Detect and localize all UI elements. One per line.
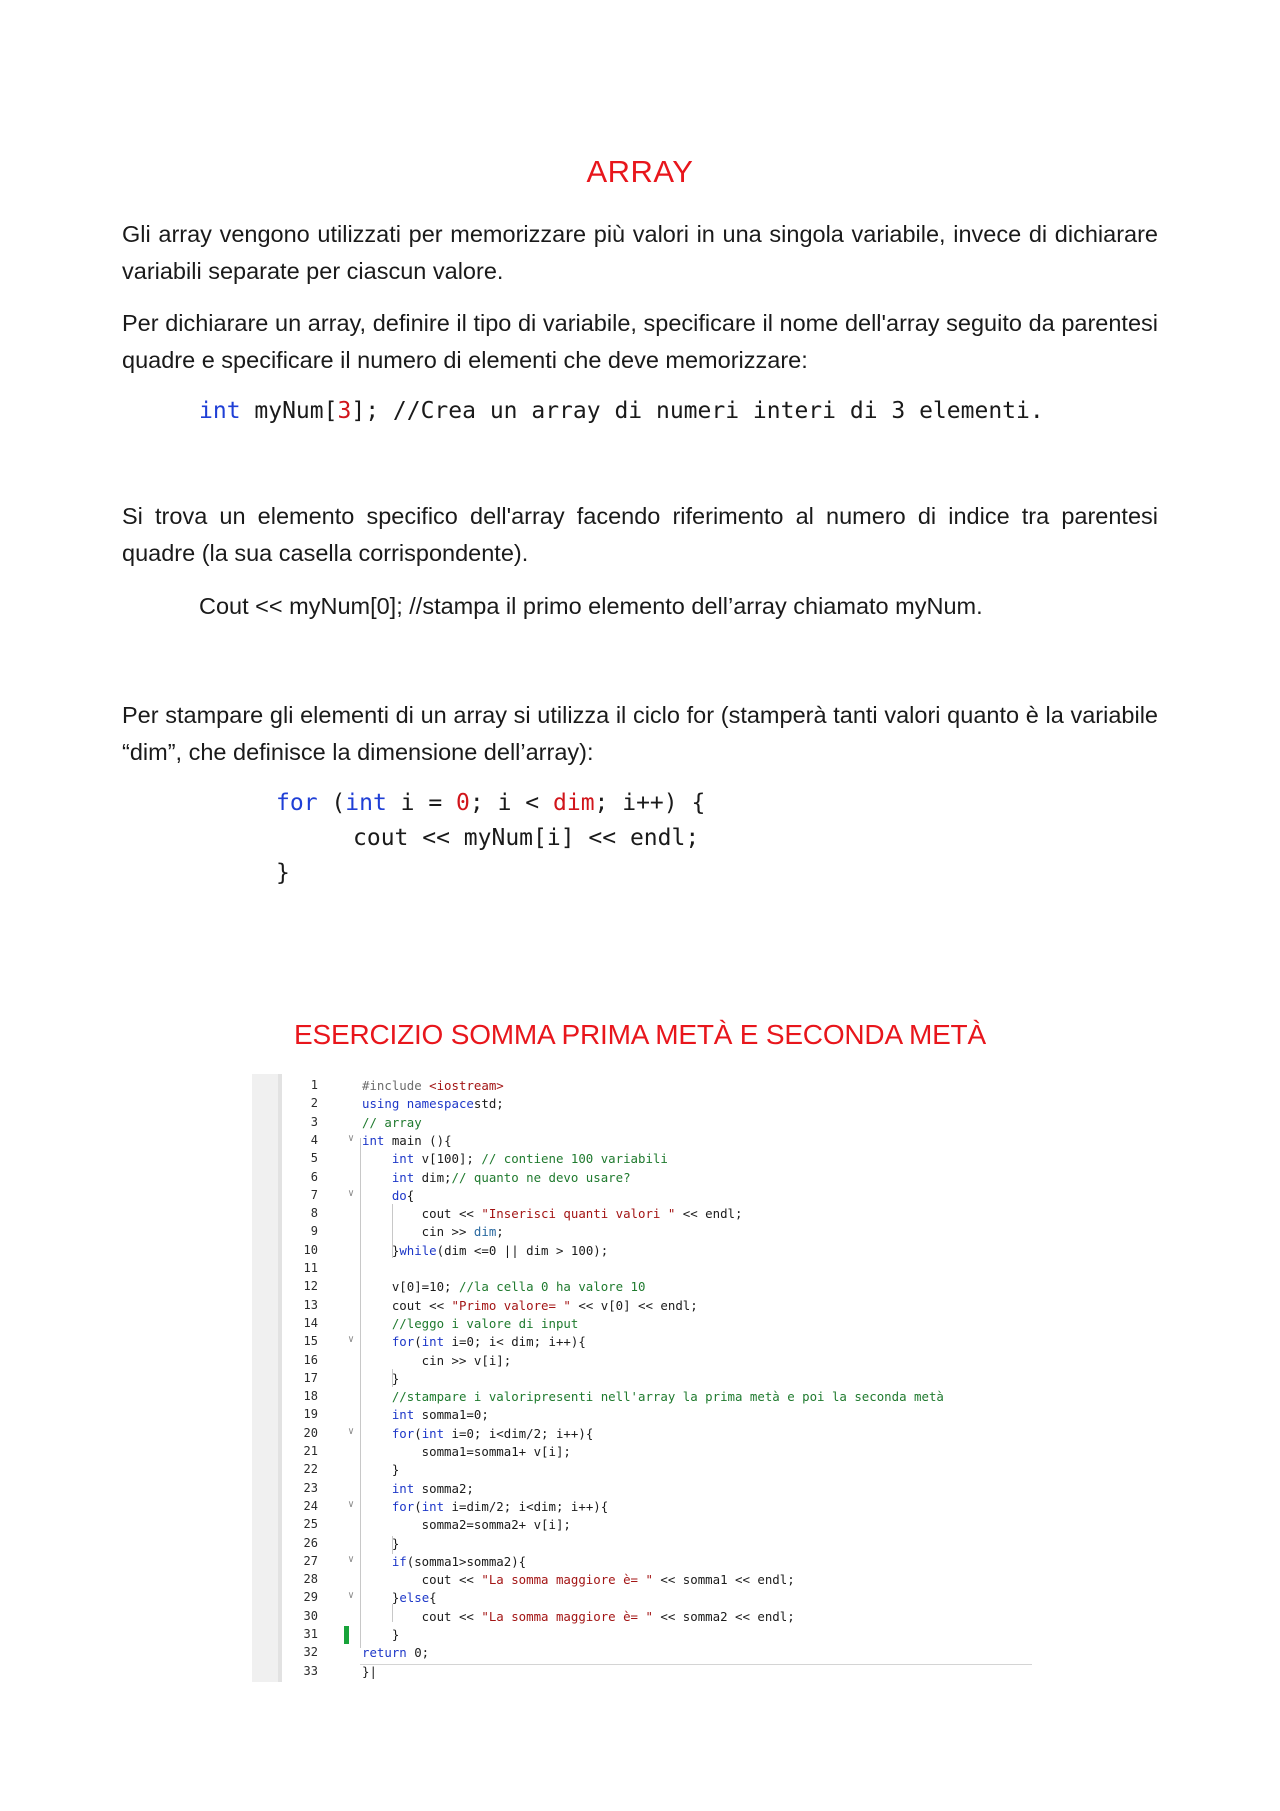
code-token: // contiene 100 variabili (481, 1151, 668, 1167)
code-text (362, 1353, 511, 1368)
code-line (252, 1609, 1032, 1627)
code-line (252, 1426, 1032, 1444)
code-text (362, 1298, 698, 1313)
code-token: using namespace (362, 1096, 474, 1112)
code-token: (dim <=0 || dim > 100); (436, 1242, 609, 1258)
exercise-title: ESERCIZIO SOMMA PRIMA METÀ E SECONDA METÀ (294, 1019, 986, 1050)
line-number: 10 (303, 1242, 318, 1257)
code-token: // quanto ne devo usare? (451, 1169, 631, 1185)
code-token: "Inserisci quanti valori " (481, 1206, 676, 1222)
code-token: ( (414, 1498, 422, 1514)
code-text (362, 1572, 795, 1587)
code-text: myNum[ (240, 398, 338, 424)
line-number: 8 (310, 1206, 318, 1221)
code-line (252, 1115, 1032, 1133)
code-line (252, 1536, 1032, 1554)
code-token: << endl; (675, 1206, 743, 1222)
code-token: i=0; i<dim/2; i++){ (444, 1425, 594, 1441)
code-line (252, 1499, 1032, 1517)
code-token: // array (362, 1114, 422, 1130)
code-text: ]; //Crea un array di numeri interi di 3 elementi. (351, 398, 1044, 424)
code-line (252, 1133, 1032, 1151)
line-number: 3 (310, 1114, 318, 1129)
code-text (362, 1462, 399, 1477)
code-line (252, 1316, 1032, 1334)
line-number: 33 (303, 1663, 318, 1678)
code-text: ; i++) { (594, 790, 706, 816)
line-number: 26 (303, 1535, 318, 1550)
code-token: somma1=somma1+ v[i]; (362, 1444, 571, 1459)
line-number: 17 (303, 1370, 318, 1385)
code-text (362, 1554, 526, 1569)
line-number: 7 (310, 1187, 318, 1202)
code-line (252, 1078, 1032, 1096)
fold-chevron-icon[interactable]: ∨ (348, 1187, 355, 1199)
code-text (362, 1078, 504, 1093)
line-number: 21 (303, 1444, 318, 1458)
code-keyword: for (276, 790, 318, 816)
code-token: v[100]; (414, 1151, 482, 1167)
code-text (362, 1188, 414, 1203)
code-line (252, 1096, 1032, 1114)
fold-chevron-icon[interactable]: ∨ (348, 1334, 355, 1346)
code-text (362, 1499, 608, 1514)
code-text (362, 1206, 742, 1221)
code-token: cin >> (362, 1224, 474, 1240)
code-loop-line-3: } (276, 860, 290, 886)
code-text (362, 1407, 489, 1422)
line-number: 2 (310, 1096, 318, 1111)
line-number: 25 (303, 1517, 318, 1532)
code-token: } (362, 1242, 400, 1258)
line-number: 6 (310, 1169, 318, 1184)
code-token: std; (473, 1096, 504, 1112)
code-line (252, 1645, 1032, 1663)
code-text: i = (386, 790, 457, 816)
line-number: 13 (303, 1297, 318, 1312)
code-token: << v[0] << endl; (570, 1297, 698, 1313)
code-token: cin >> v[i]; (362, 1352, 512, 1368)
code-line (252, 1590, 1032, 1608)
code-token: #include (362, 1078, 430, 1093)
code-text (362, 1279, 645, 1294)
line-number: 19 (303, 1407, 318, 1422)
code-keyword: int (199, 398, 241, 424)
code-token: cout << (362, 1206, 482, 1222)
code-token: if (362, 1553, 407, 1569)
code-declaration (199, 398, 1044, 424)
code-token: else (399, 1590, 430, 1606)
code-token: ( (414, 1334, 422, 1350)
page-title: ARRAY (586, 154, 694, 189)
code-token: cout << (362, 1297, 452, 1313)
paragraph-intro: Gli array vengono utilizzati per memorizzare più valori in una singola variabile, invece di dichiarare variabili separate per ciascun valore. (122, 221, 1158, 284)
code-line (252, 1462, 1032, 1480)
line-number: 30 (303, 1608, 318, 1623)
code-text (362, 1334, 586, 1349)
paragraph-index: Si trova un elemento specifico dell'array facendo riferimento al numero di indice tra parentesi quadre (la sua casella corrispondente). (122, 503, 1158, 566)
code-text (362, 1645, 429, 1660)
code-token: }| (362, 1663, 377, 1679)
code-text (362, 1664, 377, 1679)
code-token: { (429, 1590, 437, 1606)
code-line (252, 1389, 1032, 1407)
code-line (252, 1627, 1032, 1645)
code-line (252, 1224, 1032, 1242)
code-loop-line-2: cout << myNum[i] << endl; (353, 825, 700, 851)
code-line (252, 1664, 1032, 1682)
code-token: << somma1 << endl; (652, 1572, 795, 1588)
fold-chevron-icon[interactable]: ∨ (348, 1132, 355, 1144)
code-token: int (421, 1334, 445, 1350)
code-token: int (362, 1151, 415, 1167)
code-text (362, 1133, 452, 1148)
code-line (252, 1243, 1032, 1261)
line-number: 1 (310, 1078, 318, 1092)
line-number: 11 (303, 1261, 318, 1275)
line-number: 15 (303, 1334, 318, 1349)
code-text (362, 1444, 571, 1459)
code-token: somma1=0; (414, 1407, 489, 1423)
code-text (362, 1389, 944, 1404)
code-line (252, 1554, 1032, 1572)
code-line (252, 1170, 1032, 1188)
line-number: 28 (303, 1572, 318, 1587)
fold-chevron-icon[interactable]: ∨ (348, 1553, 355, 1565)
inline-example: Cout << myNum[0]; //stampa il primo elemento dell’array chiamato myNum. (199, 593, 983, 619)
code-line (252, 1151, 1032, 1169)
code-text (362, 1536, 399, 1551)
code-token: do (362, 1187, 407, 1203)
code-token: } (362, 1462, 400, 1478)
fold-chevron-icon[interactable]: ∨ (348, 1498, 355, 1510)
code-token: 0; (406, 1645, 430, 1661)
code-number: 0 (456, 790, 470, 816)
line-number: 27 (303, 1553, 318, 1568)
code-line (252, 1279, 1032, 1297)
line-number: 12 (303, 1279, 318, 1294)
code-token: i=0; i< dim; i++){ (444, 1334, 586, 1350)
code-token: ( (414, 1425, 422, 1441)
fold-chevron-icon[interactable]: ∨ (348, 1425, 355, 1437)
code-token: } (362, 1627, 400, 1642)
code-line (252, 1481, 1032, 1499)
code-token: int (362, 1132, 385, 1148)
fold-chevron-icon[interactable]: ∨ (348, 1590, 355, 1602)
code-token: //la cella 0 ha valore 10 (458, 1279, 646, 1295)
code-token: v[0]=10; (362, 1279, 459, 1295)
line-number: 5 (310, 1151, 318, 1166)
code-variable: dim (553, 790, 595, 816)
code-line (252, 1206, 1032, 1224)
code-token: dim (473, 1224, 497, 1240)
code-line (252, 1261, 1032, 1279)
code-token: for (362, 1498, 415, 1514)
code-token: "La somma maggiore è= " (481, 1608, 653, 1624)
code-text (362, 1481, 474, 1496)
code-token: "Primo valore= " (451, 1297, 571, 1313)
code-token: (somma1>somma2){ (406, 1553, 527, 1569)
code-token: return (362, 1645, 407, 1661)
code-token: } (362, 1590, 400, 1606)
code-token: int (362, 1480, 415, 1496)
code-token: while (399, 1242, 437, 1258)
code-token: } (362, 1535, 400, 1551)
code-text (362, 1224, 504, 1239)
line-number: 16 (303, 1352, 318, 1367)
code-token: dim; (414, 1169, 452, 1185)
code-token: //stampare i valoripresenti nell'array la prima metà e poi la seconda metà (362, 1389, 944, 1405)
code-text (362, 1243, 608, 1258)
line-number: 22 (303, 1462, 318, 1477)
code-token: main (){ (384, 1132, 452, 1148)
code-line (252, 1407, 1032, 1425)
code-token: int (362, 1169, 415, 1185)
code-token: <iostream> (429, 1078, 504, 1093)
code-text (362, 1115, 422, 1130)
code-line (252, 1371, 1032, 1389)
code-token: for (362, 1334, 415, 1350)
code-token: //leggo i valore di input (362, 1315, 579, 1331)
code-text (362, 1371, 399, 1386)
code-text (362, 1627, 399, 1642)
code-token: somma2; (414, 1480, 474, 1496)
line-number: 29 (303, 1590, 318, 1605)
code-line (252, 1517, 1032, 1535)
code-text: ( (317, 790, 346, 816)
code-line (252, 1353, 1032, 1371)
code-text (362, 1151, 668, 1166)
code-loop-line-1 (276, 790, 705, 816)
code-line (252, 1188, 1032, 1206)
line-number: 31 (303, 1627, 318, 1641)
line-number: 20 (303, 1425, 318, 1440)
code-text (362, 1096, 504, 1111)
code-line (252, 1444, 1032, 1462)
line-number: 14 (303, 1315, 318, 1330)
code-editor-screenshot (252, 1074, 1032, 1682)
code-token: somma2=somma2+ v[i]; (362, 1517, 571, 1533)
code-number: 3 (337, 398, 352, 424)
code-token: i=dim/2; i<dim; i++){ (444, 1498, 609, 1514)
code-keyword: int (345, 790, 387, 816)
code-token: int (362, 1407, 415, 1423)
line-number: 32 (303, 1645, 318, 1660)
code-token: int (421, 1425, 445, 1441)
code-line (252, 1572, 1032, 1590)
code-token: { (406, 1187, 415, 1203)
code-token: cout << (362, 1608, 482, 1624)
code-text (362, 1609, 795, 1624)
code-token: for (362, 1425, 415, 1441)
code-token: "La somma maggiore è= " (481, 1572, 653, 1588)
code-line (252, 1334, 1032, 1352)
code-text: ; i < (469, 790, 553, 816)
line-number: 4 (310, 1132, 318, 1147)
code-text (362, 1316, 578, 1331)
code-line (252, 1298, 1032, 1316)
code-text (362, 1170, 631, 1185)
code-token: << somma2 << endl; (652, 1608, 795, 1624)
line-number: 18 (303, 1389, 318, 1404)
line-number: 24 (303, 1498, 318, 1513)
line-number: 23 (303, 1480, 318, 1495)
paragraph-loop: Per stampare gli elementi di un array si utilizza il ciclo for (stamperà tanti valori quanto è la variabile “dim”, che definisce la dimensione dell’array): (122, 702, 1158, 765)
code-text (362, 1590, 437, 1605)
code-token: } (362, 1370, 400, 1386)
code-text (362, 1426, 593, 1441)
line-number: 9 (310, 1224, 318, 1239)
code-token: ; (496, 1224, 504, 1240)
code-text (362, 1517, 571, 1532)
code-token: int (421, 1498, 445, 1514)
paragraph-declaration: Per dichiarare un array, definire il tipo di variabile, specificare il nome dell'array seguito da parentesi quadre e specificare il numero di elementi che deve memorizzare: (122, 310, 1158, 373)
code-token: cout << (362, 1572, 482, 1588)
